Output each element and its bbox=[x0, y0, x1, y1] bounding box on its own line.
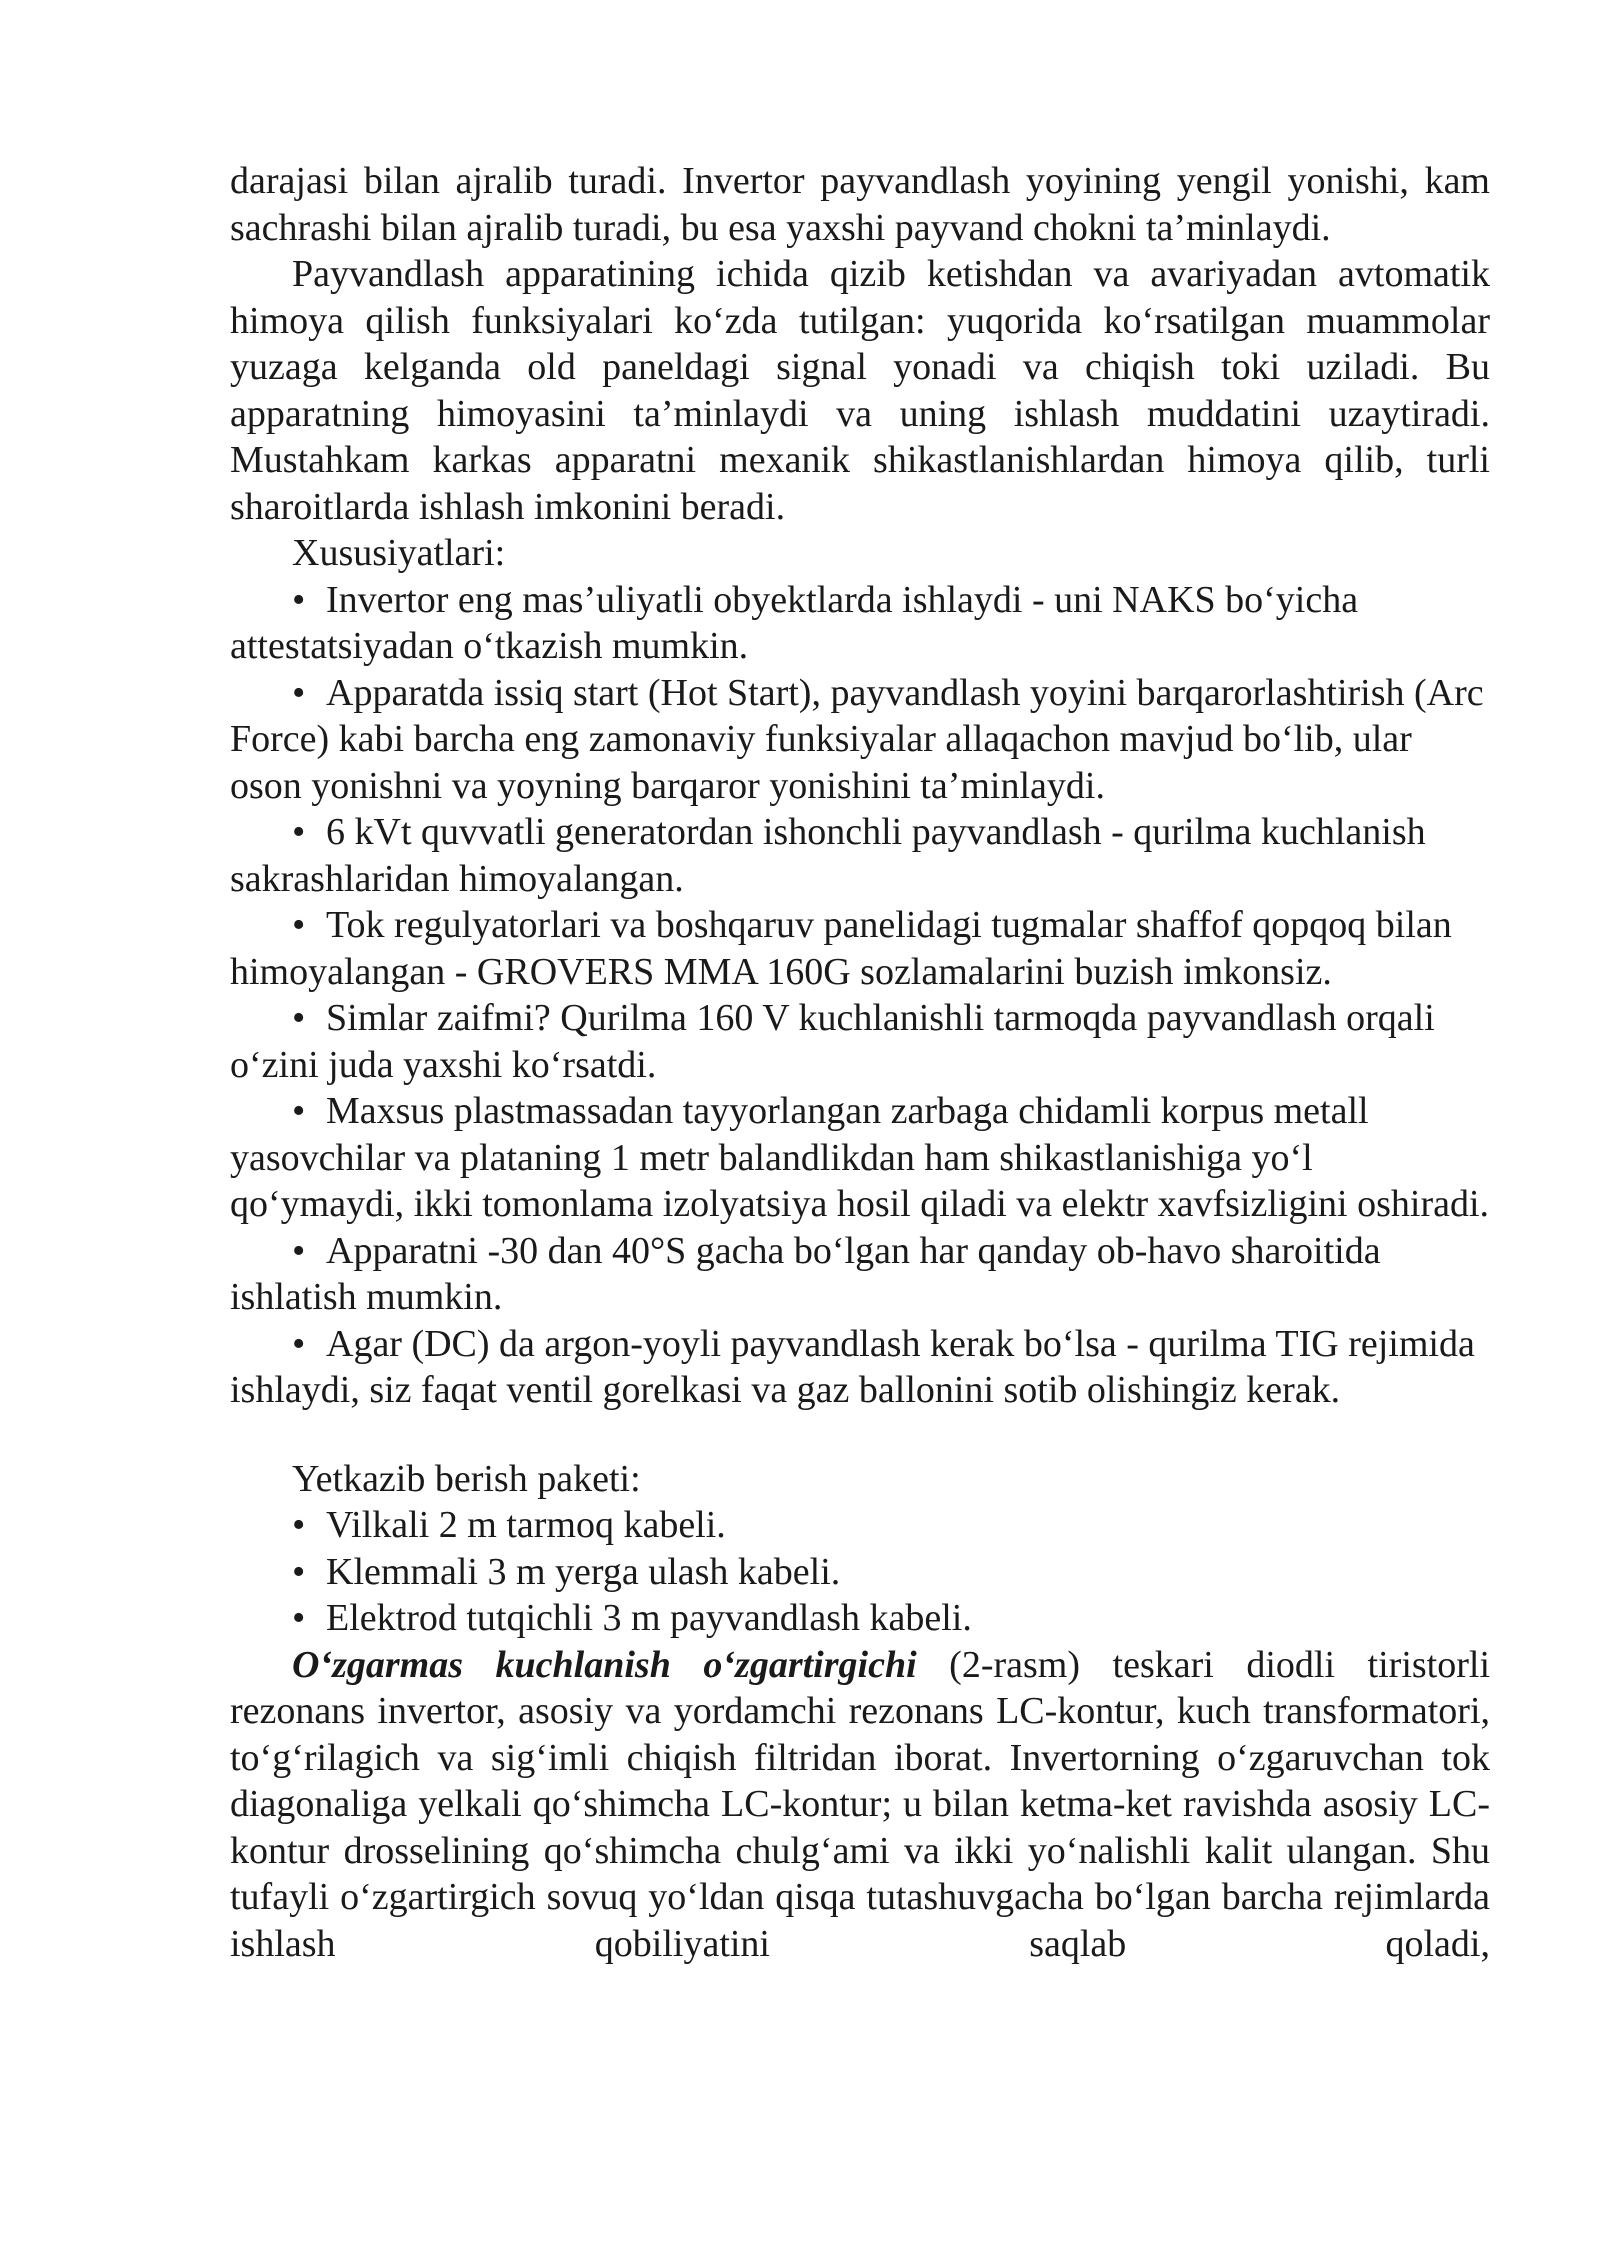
converter-term: O‘zgarmas kuchlanish o‘zgartirgichi bbox=[292, 1643, 917, 1686]
list-item: • Tok regulyatorlari va boshqaruv panelidagi tugmalar shaffof qopqoq bilan himoyalangan - GROVERS MMA 160G sozlamalarini buzish imkonsiz. bbox=[230, 904, 1452, 993]
paragraph-protection: Payvandlash apparatining ichida qizib ketishdan va avariyadan avtomatik himoya qilish funksiyalari ko‘zda tutilgan: yuqorida ko‘rsatilgan muammolar yuzaga kelganda old paneldagi signal yonadi va chiqish toki uziladi. Bu apparatning himoyasini ta’minlaydi va uning ishlash muddatini uzaytiradi. Mustahkam karkas apparatni mexanik shikastlanishlardan himoya qilib, turli sharoitlarda ishlash imkonini beradi. bbox=[230, 253, 1490, 528]
paragraph-converter bbox=[230, 1642, 1490, 1968]
package-list bbox=[230, 1502, 1490, 1642]
list-item: • 6 kVt quvvatli generatordan ishonchli payvandlash - qurilma kuchlanish sakrashlaridan himoyalangan. bbox=[230, 811, 1426, 900]
bullet-icon: • bbox=[292, 1504, 306, 1546]
bullet-icon: • bbox=[292, 1229, 306, 1272]
features-heading: Xususiyatlari: bbox=[292, 532, 506, 574]
bullet-icon: • bbox=[292, 1597, 306, 1639]
list-item: • Agar (DC) da argon-yoyli payvandlash kerak bo‘lsa - qurilma TIG rejimida ishlaydi, siz faqat ventil gorelkasi va gaz ballonini sotib olishingiz kerak. bbox=[230, 1322, 1475, 1411]
list-item: • Simlar zaifmi? Qurilma 160 V kuchlanishli tarmoqda payvandlash orqali o‘zini juda yaxshi ko‘rsatdi. bbox=[230, 997, 1435, 1086]
bullet-icon: • bbox=[292, 1550, 306, 1593]
blank-line bbox=[230, 1414, 1490, 1456]
bullet-icon: • bbox=[292, 997, 306, 1039]
paragraph-intro: darajasi bilan ajralib turadi. Invertor payvandlash yoyining yengil yonishi, kam sachrashi bilan ajralib turadi, bu esa yaxshi payvand chokni ta’minlaydi. bbox=[230, 160, 1490, 249]
bullet-icon: • bbox=[292, 811, 306, 853]
features-list bbox=[230, 577, 1490, 1414]
bullet-icon: • bbox=[292, 904, 306, 946]
list-item: • Elektrod tutqichli 3 m payvandlash kabeli. bbox=[230, 1595, 1490, 1642]
list-item: • Maxsus plastmassadan tayyorlangan zarbaga chidamli korpus metall yasovchilar va plataning 1 metr balandlikdan ham shikastlanishiga yo‘l qo‘ymaydi, ikki tomonlama izolyatsiya hosil qiladi va elektr xavfsizligini oshiradi. bbox=[230, 1090, 1490, 1225]
list-item: • Klemmali 3 m yerga ulash kabeli. bbox=[230, 1549, 1490, 1596]
list-item: • Apparatda issiq start (Hot Start), payvandlash yoyini barqarorlashtirish (Arc Force) kabi barcha eng zamonaviy funksiyalar allaqachon mavjud bo‘lib, ular oson yonishni va yoyning barqaror yonishini ta’minlaydi. bbox=[230, 671, 1484, 807]
list-item: • Apparatni -30 dan 40°S gacha bo‘lgan har qanday ob-havo sharoitida ishlatish mumkin. bbox=[230, 1229, 1381, 1318]
list-item: • Vilkali 2 m tarmoq kabeli. bbox=[230, 1502, 1490, 1549]
bullet-icon: • bbox=[292, 1090, 306, 1132]
document-page bbox=[230, 158, 1490, 1967]
package-heading: Yetkazib berish paketi: bbox=[292, 1457, 641, 1500]
list-item: • Invertor eng mas’uliyatli obyektlarda ishlaydi - uni NAKS bo‘yicha attestatsiyadan o‘tkazish mumkin. bbox=[230, 578, 1359, 667]
bullet-icon: • bbox=[292, 671, 306, 714]
converter-text: (2-rasm) teskari diodli tiristorli rezonans invertor, asosiy va yordamchi rezonans LC-kontur, kuch transformatori, to‘g‘rilagich va sig‘imli chiqish filtridan iborat. Invertorning o‘zgaruvchan tok diagonaliga yelkali qo‘shimcha LC-kontur; u bilan ketma-ket ravishda asosiy LC-kontur drosselining qo‘shimcha chulg‘ami va ikki yo‘nalishli kalit ulangan. Shu tufayli o‘zgartirgich sovuq yo‘ldan qisqa tutashuvgacha bo‘lgan barcha rejimlarda ishlash qobiliyatini saqlab qoladi, bbox=[230, 1643, 1490, 1965]
bullet-icon: • bbox=[292, 578, 306, 621]
bullet-icon: • bbox=[292, 1322, 306, 1365]
